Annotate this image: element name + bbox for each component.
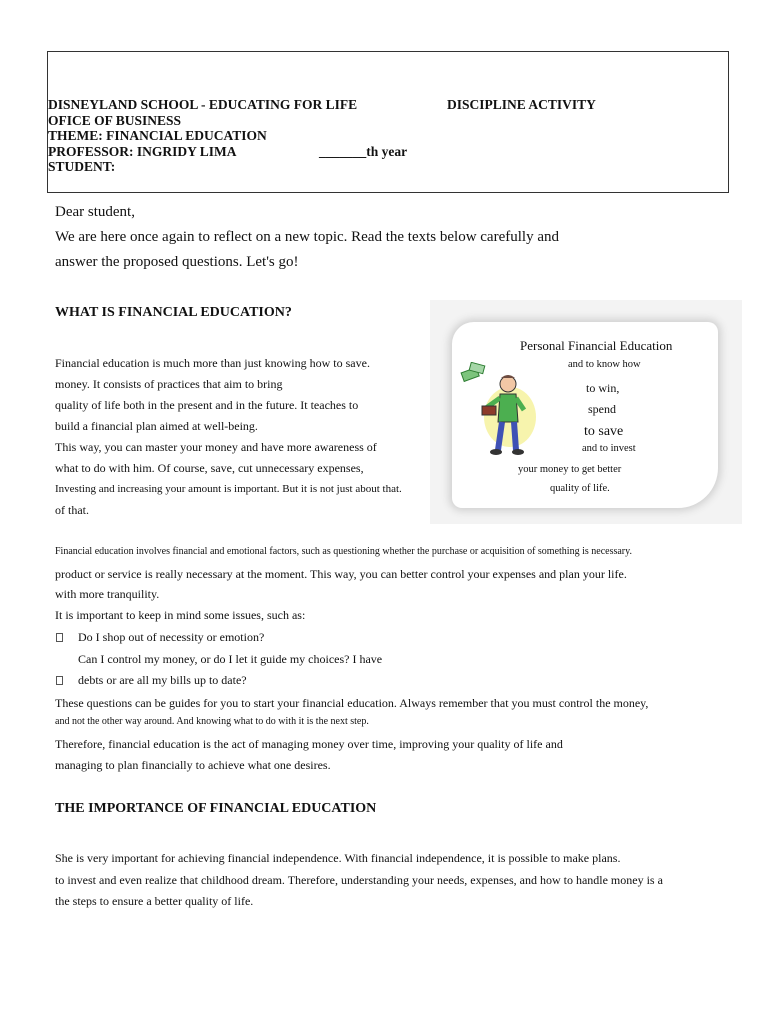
paragraph-line: Financial education is much more than just knowing how to save. [55, 356, 370, 370]
bullet-item: debts or are all my bills up to date? [78, 673, 247, 687]
paragraph-line: This way, you can master your money and have more awareness of [55, 440, 377, 454]
bullet-item: Can I control my money, or do I let it guide my choices? I have [78, 652, 383, 666]
figure-title: Personal Financial Education [520, 338, 673, 353]
figure-line: spend [588, 402, 616, 416]
section-title-importance: THE IMPORTANCE OF FINANCIAL EDUCATION [55, 801, 377, 816]
figure-card [452, 322, 718, 508]
bullet-square-icon [56, 676, 63, 685]
paragraph-line: the steps to ensure a better quality of life. [55, 894, 254, 908]
figure-line: your money to get better [518, 464, 622, 475]
greeting: Dear student, [55, 204, 135, 220]
paragraph-line: product or service is really necessary at the moment. This way, you can better control your expenses and plan your life. [55, 567, 627, 581]
bullet-square-icon [56, 633, 63, 642]
paragraph-line: money. It consists of practices that aim to bring [55, 377, 283, 391]
paragraph-line: Investing and increasing your amount is important. But it is not just about that. [55, 483, 402, 495]
theme-label: THEME: FINANCIAL EDUCATION [48, 128, 267, 143]
financial-education-figure [430, 300, 742, 524]
intro-line-1: We are here once again to reflect on a new topic. Read the texts below carefully and [55, 229, 559, 245]
paragraph-line: managing to plan financially to achieve what one desires. [55, 758, 331, 772]
school-name: DISNEYLAND SCHOOL - EDUCATING FOR LIFE [48, 97, 358, 112]
paragraph-line: and not the other way around. And knowing what to do with it is the next step. [55, 716, 369, 727]
paragraph-line: She is very important for achieving financial independence. With financial independence, it is possible to make plans. [55, 851, 621, 865]
figure-line: and to know how [568, 359, 641, 370]
professor-label: PROFESSOR: INGRIDY LIMA [48, 144, 237, 159]
figure-line: quality of life. [550, 483, 610, 494]
paragraph-line: what to do with him. Of course, save, cut unnecessary expenses, [55, 461, 364, 475]
figure-line: to save [584, 424, 624, 439]
paragraph-line: build a financial plan aimed at well-being. [55, 419, 258, 433]
paragraph-line: Therefore, financial education is the act of managing money over time, improving your quality of life and [55, 737, 563, 751]
paragraph-line: with more tranquility. [55, 587, 160, 601]
activity-label: DISCIPLINE ACTIVITY [447, 97, 596, 112]
paragraph-line: It is important to keep in mind some issues, such as: [55, 608, 306, 622]
paragraph-line: to invest and even realize that childhood dream. Therefore, understanding your needs, expenses, and how to handle money is a [55, 873, 663, 887]
paragraph-line: Financial education involves financial and emotional factors, such as questioning whether the purchase or acquisition of something is necessary. [55, 546, 632, 557]
paragraph-line: quality of life both in the present and in the future. It teaches to [55, 398, 359, 412]
section-title-what-is: WHAT IS FINANCIAL EDUCATION? [55, 305, 292, 320]
figure-line: and to invest [582, 443, 636, 454]
paragraph-line: of that. [55, 503, 89, 517]
student-label: STUDENT: [48, 159, 116, 174]
year-field: _______th year [319, 144, 408, 159]
intro-line-2: answer the proposed questions. Let's go! [55, 254, 299, 270]
paragraph-line: These questions can be guides for you to start your financial education. Always remember that you must control the money, [55, 696, 649, 710]
figure-line: to win, [586, 381, 620, 395]
bullet-item: Do I shop out of necessity or emotion? [78, 630, 265, 644]
man-with-money-illustration [458, 362, 540, 458]
office-label: OFICE OF BUSINESS [48, 113, 182, 128]
